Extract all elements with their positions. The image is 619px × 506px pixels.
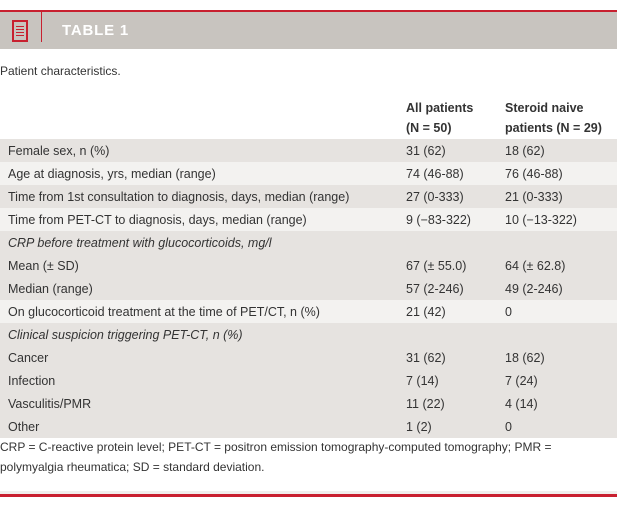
cell-all-patients: 57 (2-246)	[406, 281, 464, 296]
row-label: Vasculitis/PMR	[8, 396, 92, 411]
cell-all-patients: 31 (62)	[406, 143, 446, 158]
cell-steroid-naive: 64 (± 62.8)	[505, 258, 566, 273]
cell-all-patients	[398, 323, 497, 346]
cell-all-patients: 27 (0-333)	[406, 189, 464, 204]
table-header-band	[0, 12, 617, 49]
row-label: Clinical suspicion triggering PET-CT, n (%)	[8, 327, 243, 342]
cell-all-patients: 1 (2)	[406, 419, 432, 434]
table-row	[0, 277, 617, 300]
table-row	[0, 162, 617, 185]
cell-steroid-naive	[497, 231, 617, 254]
cell-steroid-naive: 18 (62)	[505, 350, 545, 365]
cell-all-patients: 67 (± 55.0)	[406, 258, 467, 273]
bottom-accent-rule	[0, 494, 617, 497]
cell-steroid-naive: 0	[505, 304, 512, 319]
row-label: Median (range)	[8, 281, 93, 296]
cell-all-patients	[398, 231, 497, 254]
cell-steroid-naive: 0	[505, 419, 512, 434]
column-header-steroid-naive	[505, 98, 602, 138]
cell-all-patients: 9 (−83-322)	[406, 212, 471, 227]
table-row	[0, 185, 617, 208]
cell-all-patients: 21 (42)	[406, 304, 446, 319]
patient-characteristics-table	[0, 139, 617, 438]
row-label: Age at diagnosis, yrs, median (range)	[8, 166, 216, 181]
column-header-line: All patients	[406, 101, 474, 115]
cell-steroid-naive: 49 (2-246)	[505, 281, 563, 296]
cell-steroid-naive: 18 (62)	[505, 143, 545, 158]
table-footnote: CRP = C-reactive protein level; PET-CT = positron emission tomography-computed tomography; PMR = polymyalgia rheumatica; SD = standard deviation.	[0, 440, 552, 474]
column-header-all-patients	[406, 98, 473, 138]
table-row	[0, 415, 617, 438]
column-header-line: patients (N = 29)	[505, 121, 602, 135]
cell-all-patients: 31 (62)	[406, 350, 446, 365]
cell-all-patients: 11 (22)	[406, 396, 445, 411]
table-row	[0, 139, 617, 162]
cell-steroid-naive: 21 (0-333)	[505, 189, 563, 204]
table-row	[0, 392, 617, 415]
cell-steroid-naive: 10 (−13-322)	[505, 212, 577, 227]
table-row	[0, 369, 617, 392]
column-header-line: (N = 50)	[406, 121, 452, 135]
table-section-row	[0, 323, 617, 346]
row-label: CRP before treatment with glucocorticoids, mg/l	[8, 235, 272, 250]
row-label: Other	[8, 419, 40, 434]
column-header-line: Steroid naive	[505, 101, 584, 115]
cell-all-patients: 74 (46-88)	[406, 166, 464, 181]
table-row	[0, 208, 617, 231]
row-label: Cancer	[8, 350, 49, 365]
cell-steroid-naive: 7 (24)	[505, 373, 538, 388]
row-label: Mean (± SD)	[8, 258, 79, 273]
row-label: Time from PET-CT to diagnosis, days, median (range)	[8, 212, 307, 227]
table-row	[0, 346, 617, 369]
table-section-row	[0, 231, 617, 254]
header-divider	[41, 12, 42, 42]
row-label: Infection	[8, 373, 56, 388]
table-icon	[12, 20, 28, 42]
table-row	[0, 254, 617, 277]
cell-all-patients: 7 (14)	[406, 373, 439, 388]
row-label: On glucocorticoid treatment at the time of PET/CT, n (%)	[8, 304, 320, 319]
row-label: Female sex, n (%)	[8, 143, 110, 158]
cell-steroid-naive	[497, 323, 617, 346]
table-row	[0, 300, 617, 323]
row-label: Time from 1st consultation to diagnosis, days, median (range)	[8, 189, 350, 204]
cell-steroid-naive: 4 (14)	[505, 396, 538, 411]
cell-steroid-naive: 76 (46-88)	[505, 166, 563, 181]
table-title: TABLE 1	[62, 22, 129, 39]
table-caption: Patient characteristics.	[0, 64, 121, 78]
